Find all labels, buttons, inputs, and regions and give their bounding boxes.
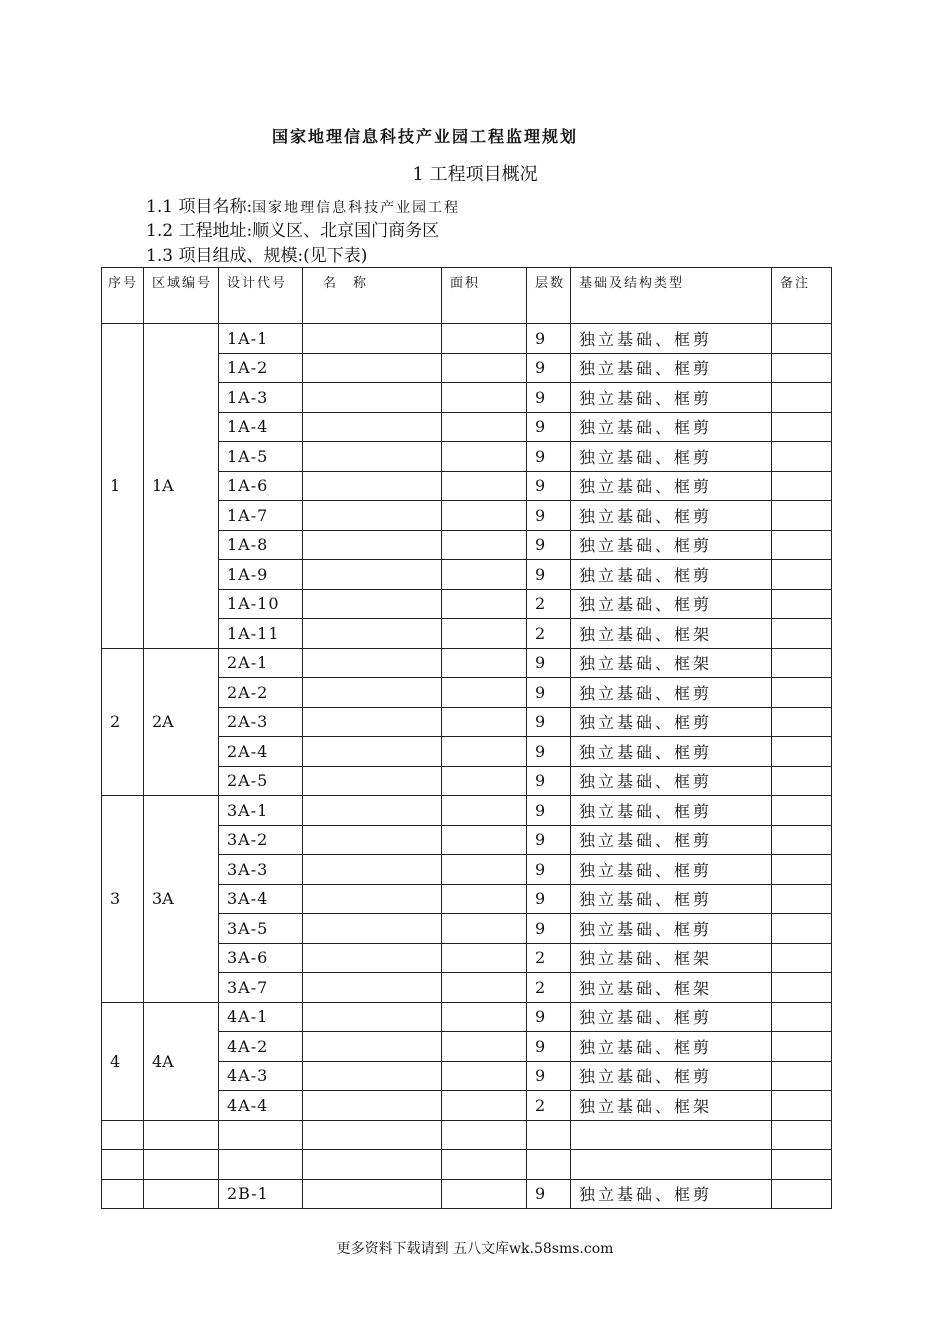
cell-remarks xyxy=(772,766,832,796)
cell-design-code: 4A-1 xyxy=(219,1002,303,1032)
cell-floors: 9 xyxy=(527,884,571,914)
cell-no: 3 xyxy=(102,796,144,1003)
cell-remarks xyxy=(772,530,832,560)
header-floors: 层数 xyxy=(527,268,571,324)
cell-area xyxy=(442,353,527,383)
cell-structure: 独立基础、框剪 xyxy=(571,1179,772,1209)
cell-floors: 2 xyxy=(527,1091,571,1121)
cell-floors: 9 xyxy=(527,471,571,501)
table-row xyxy=(102,1120,832,1150)
cell-name xyxy=(303,1032,442,1062)
cell-remarks xyxy=(772,648,832,678)
cell-floors xyxy=(527,1120,571,1150)
cell-floors: 2 xyxy=(527,589,571,619)
cell-design-code: 1A-1 xyxy=(219,324,303,354)
cell-name xyxy=(303,324,442,354)
cell-design-code: 4A-2 xyxy=(219,1032,303,1062)
cell-area-code: 2A xyxy=(144,648,219,796)
project-scale-value: (见下表) xyxy=(303,246,368,266)
cell-name xyxy=(303,589,442,619)
cell-floors: 9 xyxy=(527,1061,571,1091)
cell-remarks xyxy=(772,678,832,708)
cell-floors: 9 xyxy=(527,442,571,472)
cell-area-code: 3A xyxy=(144,796,219,1003)
cell-structure: 独立基础、框剪 xyxy=(571,1061,772,1091)
cell-floors: 9 xyxy=(527,766,571,796)
table-row xyxy=(102,648,832,678)
header-structure: 基础及结构类型 xyxy=(571,268,772,324)
cell-design-code: 3A-3 xyxy=(219,855,303,885)
cell-name xyxy=(303,383,442,413)
cell-design-code: 2A-2 xyxy=(219,678,303,708)
cell-area xyxy=(442,1150,527,1180)
cell-structure: 独立基础、框剪 xyxy=(571,707,772,737)
table-row xyxy=(102,1150,832,1180)
cell-structure xyxy=(571,1120,772,1150)
cell-structure: 独立基础、框架 xyxy=(571,619,772,649)
cell-name xyxy=(303,501,442,531)
cell-area xyxy=(442,1002,527,1032)
cell-remarks xyxy=(772,412,832,442)
cell-remarks xyxy=(772,383,832,413)
cell-structure: 独立基础、框剪 xyxy=(571,766,772,796)
cell-name xyxy=(303,1150,442,1180)
cell-remarks xyxy=(772,914,832,944)
cell-area xyxy=(442,707,527,737)
cell-name xyxy=(303,825,442,855)
project-name-label: 1.1 项目名称: xyxy=(146,197,253,217)
cell-no xyxy=(102,1120,144,1150)
cell-remarks xyxy=(772,1150,832,1180)
cell-name xyxy=(303,884,442,914)
header-area: 面积 xyxy=(442,268,527,324)
cell-floors: 9 xyxy=(527,678,571,708)
cell-remarks xyxy=(772,737,832,767)
cell-no xyxy=(102,1179,144,1209)
cell-name xyxy=(303,943,442,973)
footer-text: 更多资料下载请到 五八文库wk.58sms.com xyxy=(336,1241,614,1257)
cell-floors: 9 xyxy=(527,383,571,413)
table-row xyxy=(102,1002,832,1032)
project-name-line xyxy=(146,197,460,218)
cell-design-code: 3A-1 xyxy=(219,796,303,826)
cell-structure: 独立基础、框剪 xyxy=(571,1032,772,1062)
cell-remarks xyxy=(772,560,832,590)
project-table xyxy=(101,267,832,1209)
cell-structure: 独立基础、框剪 xyxy=(571,796,772,826)
cell-structure: 独立基础、框剪 xyxy=(571,825,772,855)
cell-area xyxy=(442,560,527,590)
cell-no: 1 xyxy=(102,324,144,649)
cell-structure: 独立基础、框剪 xyxy=(571,589,772,619)
cell-area-code xyxy=(144,1120,219,1150)
cell-design-code: 2A-4 xyxy=(219,737,303,767)
cell-design-code: 1A-9 xyxy=(219,560,303,590)
cell-floors: 9 xyxy=(527,412,571,442)
cell-remarks xyxy=(772,619,832,649)
cell-area xyxy=(442,914,527,944)
cell-remarks xyxy=(772,589,832,619)
cell-name xyxy=(303,648,442,678)
cell-design-code: 1A-11 xyxy=(219,619,303,649)
cell-structure: 独立基础、框剪 xyxy=(571,501,772,531)
cell-floors: 9 xyxy=(527,530,571,560)
cell-remarks xyxy=(772,353,832,383)
cell-structure: 独立基础、框剪 xyxy=(571,914,772,944)
cell-area xyxy=(442,973,527,1003)
cell-structure: 独立基础、框剪 xyxy=(571,737,772,767)
cell-remarks xyxy=(772,707,832,737)
cell-area xyxy=(442,589,527,619)
cell-area-code: 4A xyxy=(144,1002,219,1120)
cell-structure: 独立基础、框剪 xyxy=(571,353,772,383)
cell-floors: 9 xyxy=(527,324,571,354)
table-row xyxy=(102,796,832,826)
cell-area xyxy=(442,648,527,678)
cell-name xyxy=(303,442,442,472)
cell-floors: 9 xyxy=(527,648,571,678)
cell-floors: 2 xyxy=(527,973,571,1003)
cell-remarks xyxy=(772,442,832,472)
cell-name xyxy=(303,707,442,737)
cell-floors: 9 xyxy=(527,737,571,767)
cell-area xyxy=(442,1120,527,1150)
cell-name xyxy=(303,619,442,649)
cell-area-code xyxy=(144,1179,219,1209)
cell-name xyxy=(303,353,442,383)
cell-name xyxy=(303,560,442,590)
header-design-code: 设计代号 xyxy=(219,268,303,324)
cell-structure: 独立基础、框架 xyxy=(571,943,772,973)
cell-name xyxy=(303,1179,442,1209)
cell-remarks xyxy=(772,471,832,501)
cell-floors: 9 xyxy=(527,501,571,531)
cell-area xyxy=(442,412,527,442)
cell-name xyxy=(303,471,442,501)
cell-name xyxy=(303,1002,442,1032)
cell-structure: 独立基础、框剪 xyxy=(571,471,772,501)
cell-remarks xyxy=(772,1002,832,1032)
cell-no: 2 xyxy=(102,648,144,796)
cell-name xyxy=(303,678,442,708)
cell-structure: 独立基础、框剪 xyxy=(571,855,772,885)
cell-floors: 9 xyxy=(527,855,571,885)
cell-name xyxy=(303,530,442,560)
cell-name xyxy=(303,1091,442,1121)
cell-design-code xyxy=(219,1120,303,1150)
cell-floors: 2 xyxy=(527,943,571,973)
table-body xyxy=(102,268,832,1209)
cell-remarks xyxy=(772,943,832,973)
cell-design-code: 1A-4 xyxy=(219,412,303,442)
cell-area xyxy=(442,1032,527,1062)
cell-structure xyxy=(571,1150,772,1180)
cell-area xyxy=(442,766,527,796)
cell-name xyxy=(303,855,442,885)
cell-name xyxy=(303,1061,442,1091)
cell-area xyxy=(442,884,527,914)
project-address-line xyxy=(146,221,439,241)
project-address-value: 顺义区、北京国门商务区 xyxy=(252,221,440,241)
cell-design-code: 2B-1 xyxy=(219,1179,303,1209)
cell-floors: 9 xyxy=(527,353,571,383)
cell-design-code: 3A-5 xyxy=(219,914,303,944)
cell-structure: 独立基础、框剪 xyxy=(571,560,772,590)
table-row xyxy=(102,324,832,354)
cell-remarks xyxy=(772,1032,832,1062)
table-header-row xyxy=(102,268,832,324)
cell-structure: 独立基础、框剪 xyxy=(571,1002,772,1032)
cell-area xyxy=(442,1061,527,1091)
cell-no: 4 xyxy=(102,1002,144,1120)
cell-remarks xyxy=(772,973,832,1003)
cell-name xyxy=(303,796,442,826)
cell-design-code: 1A-7 xyxy=(219,501,303,531)
cell-floors: 9 xyxy=(527,560,571,590)
cell-area xyxy=(442,442,527,472)
cell-remarks xyxy=(772,1120,832,1150)
cell-structure: 独立基础、框架 xyxy=(571,648,772,678)
cell-name xyxy=(303,973,442,1003)
cell-area xyxy=(442,1091,527,1121)
cell-design-code: 1A-8 xyxy=(219,530,303,560)
cell-remarks xyxy=(772,324,832,354)
cell-structure: 独立基础、框架 xyxy=(571,973,772,1003)
cell-remarks xyxy=(772,884,832,914)
cell-design-code: 4A-4 xyxy=(219,1091,303,1121)
cell-design-code: 2A-3 xyxy=(219,707,303,737)
cell-floors: 2 xyxy=(527,619,571,649)
cell-name xyxy=(303,766,442,796)
cell-design-code: 3A-4 xyxy=(219,884,303,914)
cell-area xyxy=(442,737,527,767)
project-scale-label: 1.3 项目组成、规模: xyxy=(146,246,304,266)
cell-floors xyxy=(527,1150,571,1180)
header-remarks: 备注 xyxy=(772,268,832,324)
cell-remarks xyxy=(772,1179,832,1209)
cell-area xyxy=(442,383,527,413)
cell-floors: 9 xyxy=(527,825,571,855)
cell-floors: 9 xyxy=(527,1032,571,1062)
cell-area xyxy=(442,471,527,501)
cell-structure: 独立基础、框剪 xyxy=(571,324,772,354)
cell-floors: 9 xyxy=(527,1002,571,1032)
cell-remarks xyxy=(772,1061,832,1091)
cell-area xyxy=(442,943,527,973)
cell-name xyxy=(303,737,442,767)
header-no: 序号 xyxy=(102,268,144,324)
cell-area xyxy=(442,825,527,855)
section-title: 1 工程项目概况 xyxy=(412,164,538,185)
cell-design-code: 1A-2 xyxy=(219,353,303,383)
cell-design-code: 4A-3 xyxy=(219,1061,303,1091)
cell-remarks xyxy=(772,501,832,531)
document-title: 国家地理信息科技产业园工程监理规划 xyxy=(271,127,578,146)
cell-design-code: 1A-6 xyxy=(219,471,303,501)
cell-structure: 独立基础、框剪 xyxy=(571,678,772,708)
cell-floors: 9 xyxy=(527,914,571,944)
cell-structure: 独立基础、框架 xyxy=(571,1091,772,1121)
cell-remarks xyxy=(772,796,832,826)
cell-structure: 独立基础、框剪 xyxy=(571,412,772,442)
cell-area xyxy=(442,855,527,885)
project-address-label: 1.2 工程地址: xyxy=(146,221,253,241)
cell-area xyxy=(442,1179,527,1209)
cell-design-code xyxy=(219,1150,303,1180)
cell-floors: 9 xyxy=(527,707,571,737)
table-row xyxy=(102,1179,832,1209)
cell-design-code: 3A-6 xyxy=(219,943,303,973)
cell-area xyxy=(442,619,527,649)
cell-design-code: 1A-5 xyxy=(219,442,303,472)
project-name-value: 国家地理信息科技产业园工程 xyxy=(252,200,461,216)
cell-floors: 9 xyxy=(527,1179,571,1209)
cell-structure: 独立基础、框剪 xyxy=(571,442,772,472)
cell-structure: 独立基础、框剪 xyxy=(571,530,772,560)
cell-area xyxy=(442,530,527,560)
cell-design-code: 1A-10 xyxy=(219,589,303,619)
cell-remarks xyxy=(772,855,832,885)
header-area-code: 区域编号 xyxy=(144,268,219,324)
cell-design-code: 1A-3 xyxy=(219,383,303,413)
cell-structure: 独立基础、框剪 xyxy=(571,884,772,914)
cell-remarks xyxy=(772,1091,832,1121)
cell-area-code xyxy=(144,1150,219,1180)
cell-area xyxy=(442,501,527,531)
cell-name xyxy=(303,412,442,442)
cell-area xyxy=(442,678,527,708)
cell-name xyxy=(303,1120,442,1150)
cell-area xyxy=(442,796,527,826)
project-scale-line xyxy=(146,246,367,266)
cell-floors: 9 xyxy=(527,796,571,826)
cell-name xyxy=(303,914,442,944)
cell-remarks xyxy=(772,825,832,855)
cell-no xyxy=(102,1150,144,1180)
cell-design-code: 2A-1 xyxy=(219,648,303,678)
cell-structure: 独立基础、框剪 xyxy=(571,383,772,413)
cell-area-code: 1A xyxy=(144,324,219,649)
header-name: 名 称 xyxy=(303,268,442,324)
cell-design-code: 3A-2 xyxy=(219,825,303,855)
cell-area xyxy=(442,324,527,354)
cell-design-code: 2A-5 xyxy=(219,766,303,796)
cell-design-code: 3A-7 xyxy=(219,973,303,1003)
